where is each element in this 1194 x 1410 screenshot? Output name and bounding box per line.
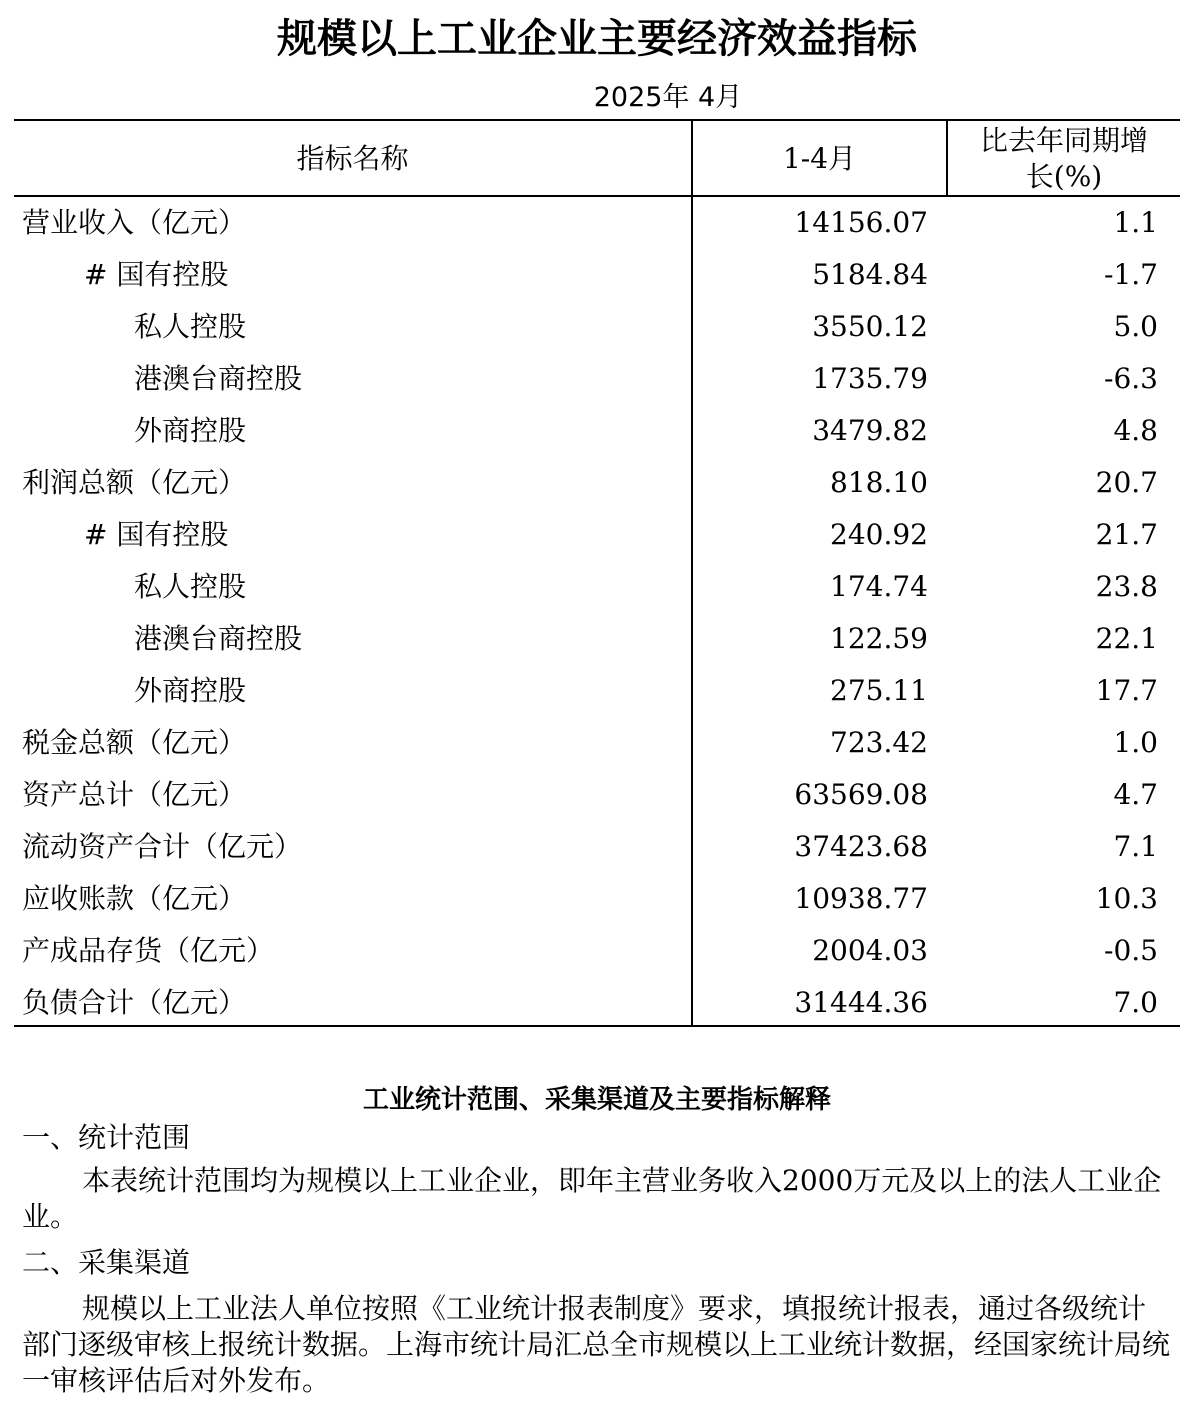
row-value: 5184.84 xyxy=(812,258,928,291)
row-growth: 5.0 xyxy=(1113,310,1158,343)
table-row xyxy=(14,249,1180,301)
row-name: 外商控股 xyxy=(134,414,247,447)
header-period: 1-4月 xyxy=(782,142,857,175)
row-value: 3479.82 xyxy=(812,414,928,447)
row-value: 2004.03 xyxy=(812,934,928,967)
header-indicator-name: 指标名称 xyxy=(296,142,409,175)
row-growth: -6.3 xyxy=(1104,362,1158,395)
table-row xyxy=(14,613,1180,665)
row-growth: 17.7 xyxy=(1095,674,1158,707)
row-name: # 国有控股 xyxy=(84,518,229,551)
report-date: 2025年 4月 xyxy=(593,82,743,113)
row-growth: -0.5 xyxy=(1104,934,1158,967)
section2-heading: 二、采集渠道 xyxy=(22,1246,191,1279)
section1-text: 本表统计范围均为规模以上工业企业，即年主营业务收入2000万元及以上的法人工业企业。 xyxy=(22,1164,1162,1233)
table-row xyxy=(14,197,1180,249)
table-header-divider xyxy=(946,119,948,197)
section2-text: 规模以上工业法人单位按照《工业统计报表制度》要求，填报统计报表，通过各级统计部门逐级审核上报统计数据。上海市统计局汇总全市规模以上工业统计数据，经国家统计局统一审核评估后对外发布。 xyxy=(22,1292,1171,1397)
row-value: 174.74 xyxy=(830,570,928,603)
header-growth xyxy=(954,123,1174,195)
row-name: 私人控股 xyxy=(134,570,247,603)
row-name: 应收账款（亿元） xyxy=(22,882,247,915)
notes-title: 工业统计范围、采集渠道及主要指标解释 xyxy=(362,1085,831,1115)
table-row xyxy=(14,405,1180,457)
row-value: 723.42 xyxy=(830,726,928,759)
table-row xyxy=(14,977,1180,1029)
row-name: 港澳台商控股 xyxy=(134,362,303,395)
row-growth: 21.7 xyxy=(1095,518,1158,551)
indicator-table xyxy=(14,119,1180,1029)
table-row xyxy=(14,665,1180,717)
table-row xyxy=(14,821,1180,873)
row-growth: 4.8 xyxy=(1113,414,1158,447)
row-value: 3550.12 xyxy=(812,310,928,343)
row-name: 外商控股 xyxy=(134,674,247,707)
row-name: 营业收入（亿元） xyxy=(22,206,247,239)
row-growth: 1.0 xyxy=(1113,726,1158,759)
row-value: 37423.68 xyxy=(794,830,928,863)
row-growth: 22.1 xyxy=(1095,622,1158,655)
row-name: 流动资产合计（亿元） xyxy=(22,830,303,863)
row-growth: 1.1 xyxy=(1113,206,1158,239)
row-growth: 20.7 xyxy=(1095,466,1158,499)
row-growth: 7.1 xyxy=(1113,830,1158,863)
row-value: 10938.77 xyxy=(794,882,928,915)
row-growth: 23.8 xyxy=(1095,570,1158,603)
row-name: 利润总额（亿元） xyxy=(22,466,247,499)
section1-heading: 一、统计范围 xyxy=(22,1121,191,1154)
table-row xyxy=(14,717,1180,769)
table-row xyxy=(14,509,1180,561)
row-value: 14156.07 xyxy=(794,206,928,239)
row-growth: 7.0 xyxy=(1113,986,1158,1019)
row-name: 产成品存货（亿元） xyxy=(22,934,275,967)
row-value: 818.10 xyxy=(830,466,928,499)
header-growth-line2: 长(%) xyxy=(1025,160,1103,193)
row-value: 31444.36 xyxy=(794,986,928,1019)
table-row xyxy=(14,925,1180,977)
table-body xyxy=(14,197,1180,1029)
table-row xyxy=(14,873,1180,925)
table-row xyxy=(14,769,1180,821)
header-growth-line1: 比去年同期增 xyxy=(979,124,1148,157)
row-value: 240.92 xyxy=(830,518,928,551)
row-value: 1735.79 xyxy=(812,362,928,395)
row-name: 税金总额（亿元） xyxy=(22,726,247,759)
row-name: 资产总计（亿元） xyxy=(22,778,247,811)
table-row xyxy=(14,457,1180,509)
row-name: 私人控股 xyxy=(134,310,247,343)
table-row xyxy=(14,561,1180,613)
row-growth: 4.7 xyxy=(1113,778,1158,811)
row-value: 275.11 xyxy=(830,674,928,707)
row-name: 负债合计（亿元） xyxy=(22,986,247,1019)
row-growth: -1.7 xyxy=(1104,258,1158,291)
table-row xyxy=(14,301,1180,353)
row-value: 63569.08 xyxy=(794,778,928,811)
row-growth: 10.3 xyxy=(1095,882,1158,915)
row-name: # 国有控股 xyxy=(84,258,229,291)
table-top-rule xyxy=(14,119,1180,121)
row-name: 港澳台商控股 xyxy=(134,622,303,655)
page-title: 规模以上工业企业主要经济效益指标 xyxy=(277,16,917,62)
table-row xyxy=(14,353,1180,405)
row-value: 122.59 xyxy=(830,622,928,655)
